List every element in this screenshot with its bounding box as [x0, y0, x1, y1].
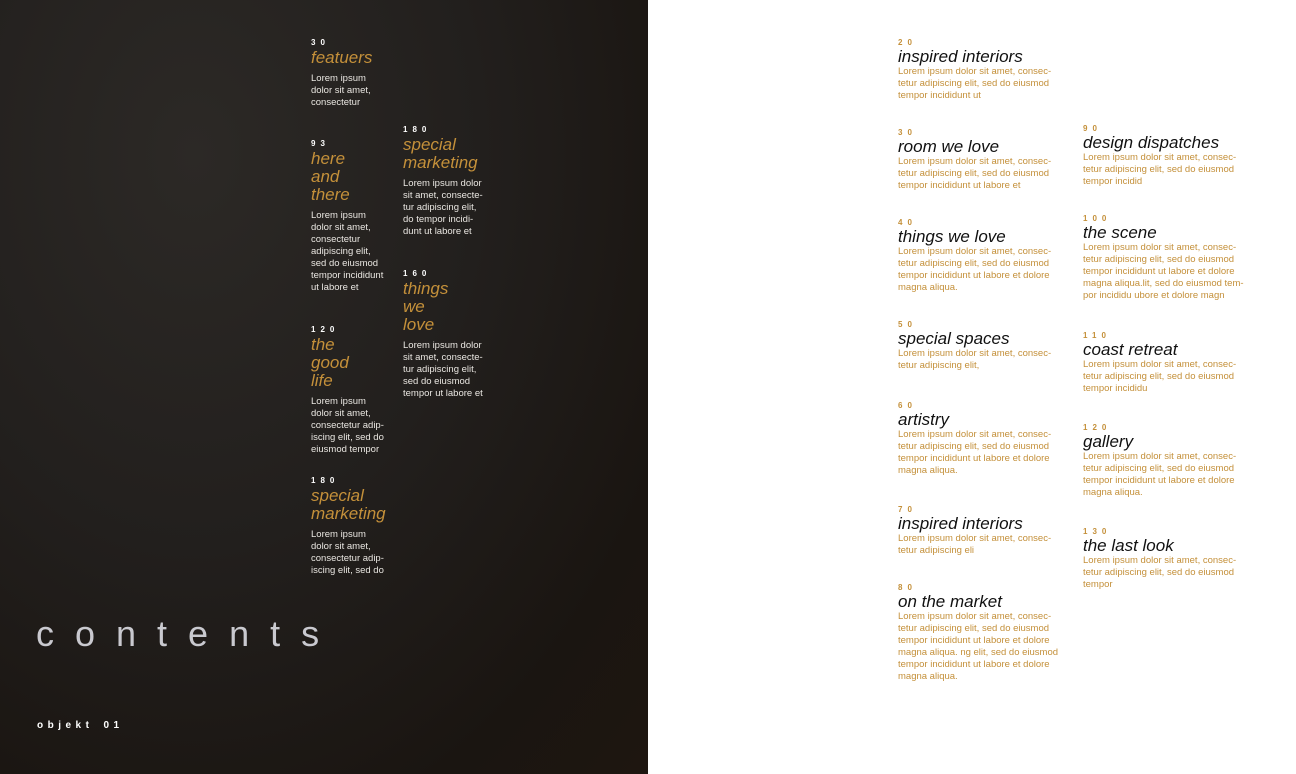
- entry-description-line: sed do eiusmod: [403, 376, 471, 387]
- entry-description-line: tempor incididunt ut labore et dolore: [898, 270, 1050, 281]
- entry-description-line: consectetur adip-: [311, 553, 384, 564]
- entry-description-line: sit amet, consecte-: [403, 190, 483, 201]
- entry-title: [311, 487, 491, 523]
- entry-description-line: tempor incididunt ut labore et dolore: [1083, 475, 1235, 486]
- entry-description-line: por incididu ubore et dolore magn: [1083, 290, 1225, 301]
- entry-title: inspired interiors: [898, 47, 1023, 66]
- entry-description-line: Lorem ipsum dolor: [403, 178, 482, 189]
- entry-description-line: tetur adipiscing eli: [898, 545, 975, 556]
- entry-title: things we love: [898, 227, 1006, 246]
- entry-title-line: good: [311, 353, 349, 372]
- entry-description: [898, 66, 1076, 102]
- entry-description-line: tetur adipiscing elit, sed do eiusmod: [1083, 164, 1235, 175]
- entry-description-line: tetur adipiscing elit, sed do eiusmod: [1083, 371, 1235, 382]
- toc-entry[interactable]: [1083, 527, 1261, 591]
- entry-description-line: tetur adipiscing elit, sed do eiusmod: [898, 168, 1050, 179]
- entry-page-number: 60: [898, 401, 917, 410]
- entry-title: design dispatches: [1083, 133, 1220, 152]
- entry-description-line: tetur adipiscing elit, sed do eiusmod: [1083, 567, 1235, 578]
- entry-page-number: 180: [311, 476, 340, 485]
- entry-description-line: Lorem ipsum dolor sit amet, consec-: [1083, 359, 1237, 370]
- entry-description-line: tempor incidid: [1083, 176, 1143, 187]
- entry-title: gallery: [1083, 432, 1134, 451]
- entry-description-line: dolor sit amet,: [311, 541, 371, 552]
- entry-description-line: dunt ut labore et: [403, 226, 472, 237]
- entry-title-line: special: [403, 135, 456, 154]
- entry-description-line: Lorem ipsum: [311, 529, 366, 540]
- toc-entry[interactable]: [1083, 423, 1261, 499]
- entry-description-line: do tempor incidi-: [403, 214, 474, 225]
- entry-description-line: tetur adipiscing elit, sed do eiusmod: [898, 258, 1050, 269]
- entry-page-number: 50: [898, 320, 917, 329]
- toc-entry[interactable]: [898, 583, 1076, 683]
- entry-description: [311, 73, 491, 109]
- toc-entry[interactable]: [403, 269, 583, 400]
- entry-description: [1083, 451, 1261, 499]
- entry-description-line: Lorem ipsum dolor: [403, 340, 482, 351]
- entry-title: on the market: [898, 592, 1002, 611]
- entry-description-line: tetur adipiscing elit, sed do eiusmod: [898, 623, 1050, 634]
- entry-description: [1083, 359, 1261, 395]
- entry-description-line: Lorem ipsum dolor sit amet, consec-: [898, 429, 1052, 440]
- entry-title-line: things: [403, 279, 449, 298]
- entry-title: special spaces: [898, 329, 1010, 348]
- entry-description-line: tur adipiscing elit,: [403, 202, 477, 213]
- entry-page-number: 160: [403, 269, 432, 278]
- toc-entry[interactable]: [898, 401, 1076, 477]
- entry-description-line: sed do eiusmod: [311, 258, 379, 269]
- entry-description: [898, 429, 1076, 477]
- entry-description-line: iscing elit, sed do: [311, 565, 384, 576]
- entry-page-number: 110: [1083, 331, 1111, 340]
- footer-brand: [37, 720, 124, 731]
- entry-title-line: featuers: [311, 48, 373, 67]
- entry-description-line: tempor incididu: [1083, 383, 1148, 394]
- entry-description-line: adipiscing elit,: [311, 246, 371, 257]
- toc-entry[interactable]: [898, 505, 1076, 557]
- entry-description: [1083, 152, 1261, 188]
- entry-description-line: Lorem ipsum: [311, 210, 366, 221]
- toc-entry[interactable]: [898, 38, 1076, 102]
- toc-entry[interactable]: [311, 476, 491, 577]
- entry-description-line: Lorem ipsum dolor sit amet, consec-: [898, 611, 1052, 622]
- entry-description-line: Lorem ipsum dolor sit amet, consec-: [1083, 451, 1237, 462]
- entry-title-line: we: [403, 297, 425, 316]
- entry-page-number: 80: [898, 583, 917, 592]
- entry-description-line: dolor sit amet,: [311, 408, 371, 419]
- entry-description-line: tempor incididunt ut labore et dolore: [898, 659, 1050, 670]
- entry-description-line: tempor ut labore et: [403, 388, 483, 399]
- toc-entry[interactable]: [311, 38, 491, 109]
- entry-title-line: love: [403, 315, 435, 334]
- entry-page-number: 120: [1083, 423, 1112, 432]
- entry-description-line: magna aliqua.: [898, 671, 958, 682]
- entry-title: [403, 136, 583, 172]
- entry-page-number: 100: [1083, 214, 1112, 223]
- entry-description: [311, 529, 491, 577]
- entry-title: the scene: [1083, 223, 1157, 242]
- entry-description-line: tur adipiscing elit,: [403, 364, 477, 375]
- entry-title-line: special: [311, 486, 364, 505]
- entry-description-line: eiusmod tempor: [311, 444, 380, 455]
- entry-page-number: 30: [898, 128, 917, 137]
- entry-page-number: 120: [311, 325, 340, 334]
- entry-description-line: Lorem ipsum dolor sit amet, consec-: [1083, 152, 1237, 163]
- entry-description-line: Lorem ipsum dolor sit amet, consec-: [898, 156, 1052, 167]
- entry-description-line: consectetur: [311, 234, 361, 245]
- entry-page-number: 90: [1083, 124, 1102, 133]
- toc-entry[interactable]: [1083, 331, 1261, 395]
- entry-description-line: tempor incididunt ut labore et dolore: [898, 635, 1050, 646]
- entry-description-line: tetur adipiscing elit,: [898, 360, 980, 371]
- entry-description-line: Lorem ipsum dolor sit amet, consec-: [898, 246, 1052, 257]
- entry-description: [1083, 242, 1261, 302]
- entry-description-line: consectetur: [311, 97, 361, 108]
- entry-title: inspired interiors: [898, 514, 1023, 533]
- entry-title: [403, 280, 583, 334]
- entry-description-line: tetur adipiscing elit, sed do eiusmod: [1083, 463, 1235, 474]
- entry-description-line: magna aliqua.: [1083, 487, 1143, 498]
- entry-description-line: tempor incididunt ut labore et dolore: [1083, 266, 1235, 277]
- entry-description-line: tempor incididunt ut: [898, 90, 981, 101]
- entry-page-number: 30: [311, 38, 330, 47]
- entry-page-number: 70: [898, 505, 917, 514]
- entry-title-line: the: [311, 335, 335, 354]
- entry-description: [898, 348, 1076, 372]
- toc-entry[interactable]: [403, 125, 583, 238]
- toc-entry[interactable]: [1083, 124, 1261, 188]
- entry-title: [311, 49, 491, 67]
- entry-description-line: iscing elit, sed do: [311, 432, 384, 443]
- entry-description: [403, 178, 583, 238]
- entry-title-line: marketing: [311, 504, 386, 523]
- entry-title-line: and: [311, 167, 340, 186]
- entry-description: [898, 533, 1076, 557]
- toc-entry[interactable]: [898, 128, 1076, 192]
- entry-description-line: Lorem ipsum dolor sit amet, consec-: [1083, 242, 1237, 253]
- entry-description: [403, 340, 583, 400]
- entry-title: artistry: [898, 410, 949, 429]
- entry-description: [898, 246, 1076, 294]
- contents-heading: contents: [36, 613, 341, 654]
- entry-description-line: Lorem ipsum dolor sit amet, consec-: [898, 348, 1052, 359]
- entry-description: [898, 156, 1076, 192]
- entry-description-line: tetur adipiscing elit, sed do eiusmod: [898, 441, 1050, 452]
- entry-description-line: tetur adipiscing elit, sed do eiusmod: [1083, 254, 1235, 265]
- entry-title-line: here: [311, 149, 346, 168]
- entry-page-number: 180: [403, 125, 432, 134]
- entry-description-line: Lorem ipsum: [311, 73, 366, 84]
- entry-description-line: Lorem ipsum dolor sit amet, consec-: [898, 533, 1052, 544]
- entry-description-line: Lorem ipsum dolor sit amet, consec-: [1083, 555, 1237, 566]
- entry-description-line: tetur adipiscing elit, sed do eiusmod: [898, 78, 1050, 89]
- entry-description-line: magna aliqua.: [898, 282, 958, 293]
- toc-entry[interactable]: [898, 218, 1076, 294]
- entry-description: [1083, 555, 1261, 591]
- entry-title: the last look: [1083, 536, 1174, 555]
- issue-number: 01: [103, 720, 124, 731]
- entry-description-line: magna aliqua.lit, sed do eiusmod tem-: [1083, 278, 1244, 289]
- entry-page-number: 20: [898, 38, 917, 47]
- entry-description-line: sit amet, consecte-: [403, 352, 483, 363]
- entry-description-line: consectetur adip-: [311, 420, 384, 431]
- entry-description: [311, 396, 491, 456]
- entry-title-line: life: [311, 371, 333, 390]
- magazine-name: objekt: [37, 720, 94, 731]
- entry-title-line: there: [311, 185, 350, 204]
- entry-description-line: magna aliqua.: [898, 465, 958, 476]
- entry-title: coast retreat: [1083, 340, 1178, 359]
- entry-description-line: magna aliqua. ng elit, sed do eiusmod: [898, 647, 1059, 658]
- entry-description-line: tempor incididunt ut labore et: [898, 180, 1021, 191]
- entry-page-number: 40: [898, 218, 917, 227]
- entry-title: room we love: [898, 137, 1000, 156]
- entry-description-line: Lorem ipsum dolor sit amet, consec-: [898, 66, 1052, 77]
- entry-description-line: tempor incididunt: [311, 270, 384, 281]
- entry-description-line: tempor incididunt ut labore et dolore: [898, 453, 1050, 464]
- entry-title-line: marketing: [403, 153, 478, 172]
- entry-description-line: Lorem ipsum: [311, 396, 366, 407]
- toc-entry[interactable]: [1083, 214, 1261, 302]
- toc-entry[interactable]: [898, 320, 1076, 372]
- entry-description-line: dolor sit amet,: [311, 222, 371, 233]
- entry-page-number: 93: [311, 139, 330, 148]
- entry-description-line: tempor: [1083, 579, 1113, 590]
- right-page: [648, 0, 1296, 774]
- entry-description-line: dolor sit amet,: [311, 85, 371, 96]
- entry-description-line: ut labore et: [311, 282, 359, 293]
- entry-description: [898, 611, 1076, 683]
- entry-page-number: 130: [1083, 527, 1112, 536]
